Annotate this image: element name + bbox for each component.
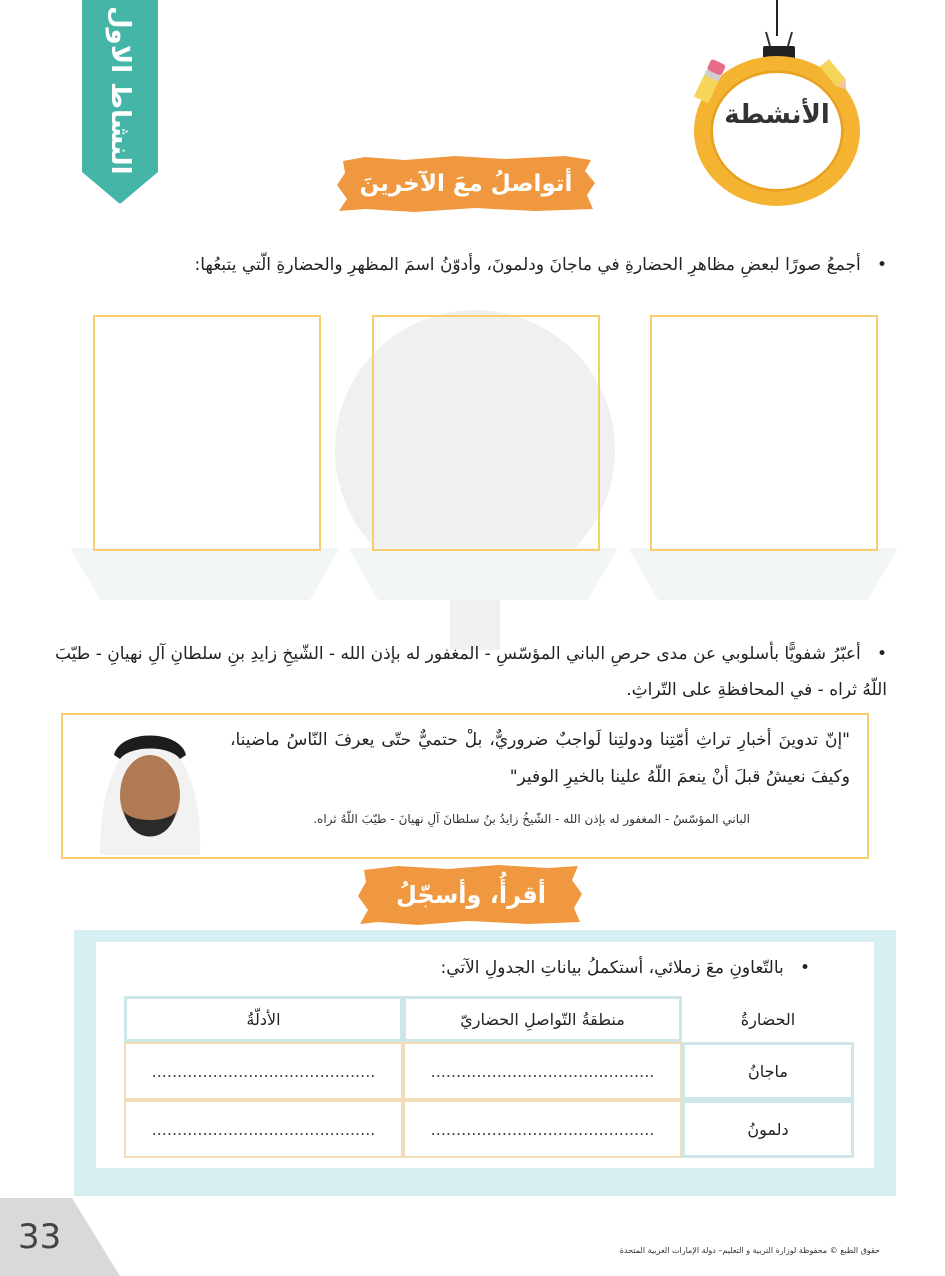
header-region: منطقةُ التّواصلِ الحضاريّ xyxy=(403,996,682,1042)
instruction-complete-table: • بالتّعاونِ معَ زملائي، أستكملُ بياناتِ الجدولِ الآتي: xyxy=(440,958,810,978)
table-row xyxy=(124,1100,854,1158)
instruction-oral-expression: • أعبّرُ شفويًّا بأسلوبي عن مدى حرصِ الباني المؤسّسِ - المغفور له بإذن الله - الشّيخِ زايدِ بنِ سلطانِ آلِ نهيانِ - طيّبَ اللّهُ ثراه - في المحافظةِ على التّراثِ. xyxy=(54,644,887,700)
copyright-footer: حقوق الطبع © محفوظة لوزارة التربية و التعليم– دولة الإمارات العربية المتحدة xyxy=(619,1246,880,1255)
quote-text: "إنّ تدوينَ أخبارِ تراثِ أمّتِنا ودولتِنا لَواجبٌ ضروريٌّ، بلْ حتميٌّ حتّى يعرفَ النّاسُ ماضينا، وكيفَ نعيشُ قبلَ أنْ ينعمَ اللّهُ علينا بالخيرِ الوفير" xyxy=(230,730,850,787)
cell-region-blank[interactable]: ............................................ xyxy=(403,1100,682,1158)
table-row xyxy=(124,1042,854,1100)
section-title-communicate: أتواصلُ معَ الآخرينَ xyxy=(359,171,573,197)
cell-civilization: ماجانُ xyxy=(682,1042,854,1100)
civilizations-table xyxy=(124,996,854,1158)
photo-frame[interactable] xyxy=(650,315,878,551)
cell-evidence-blank[interactable]: ............................................ xyxy=(124,1042,403,1100)
header-evidence: الأدلّةُ xyxy=(124,996,403,1042)
page-number: 33 xyxy=(18,1217,62,1257)
photo-frame[interactable] xyxy=(372,315,600,551)
photo-frame[interactable] xyxy=(93,315,321,551)
table-header-row xyxy=(124,996,854,1042)
cell-civilization: دلمونُ xyxy=(682,1100,854,1158)
cell-region-blank[interactable]: ............................................ xyxy=(403,1042,682,1100)
section-title-read-record: أقرأُ، وأسجّلُ xyxy=(395,881,547,909)
header-civilization: الحضارةُ xyxy=(740,1009,796,1029)
quote-source: الباني المؤسّسُ - المغفور له بإذن الله - الشّيخُ زايدُ بنُ سلطانَ آلِ نهيانَ - طيّبَ اللّهُ ثراه. xyxy=(313,812,750,826)
instruction-collect-images: • أجمعُ صورًا لبعضِ مظاهرِ الحضارةِ في ماجانَ ودلمونَ، وأدوّنُ اسمَ المظهرِ والحضارةِ الّتي يتبعُها: xyxy=(194,255,887,275)
eraser-icon xyxy=(690,56,730,106)
cell-evidence-blank[interactable]: ............................................ xyxy=(124,1100,403,1158)
activity-banner-label: النشاط الاول xyxy=(105,5,135,175)
badge-title: الأنشطة xyxy=(724,100,830,130)
pencil-icon xyxy=(812,50,852,94)
portrait-image xyxy=(80,715,220,855)
